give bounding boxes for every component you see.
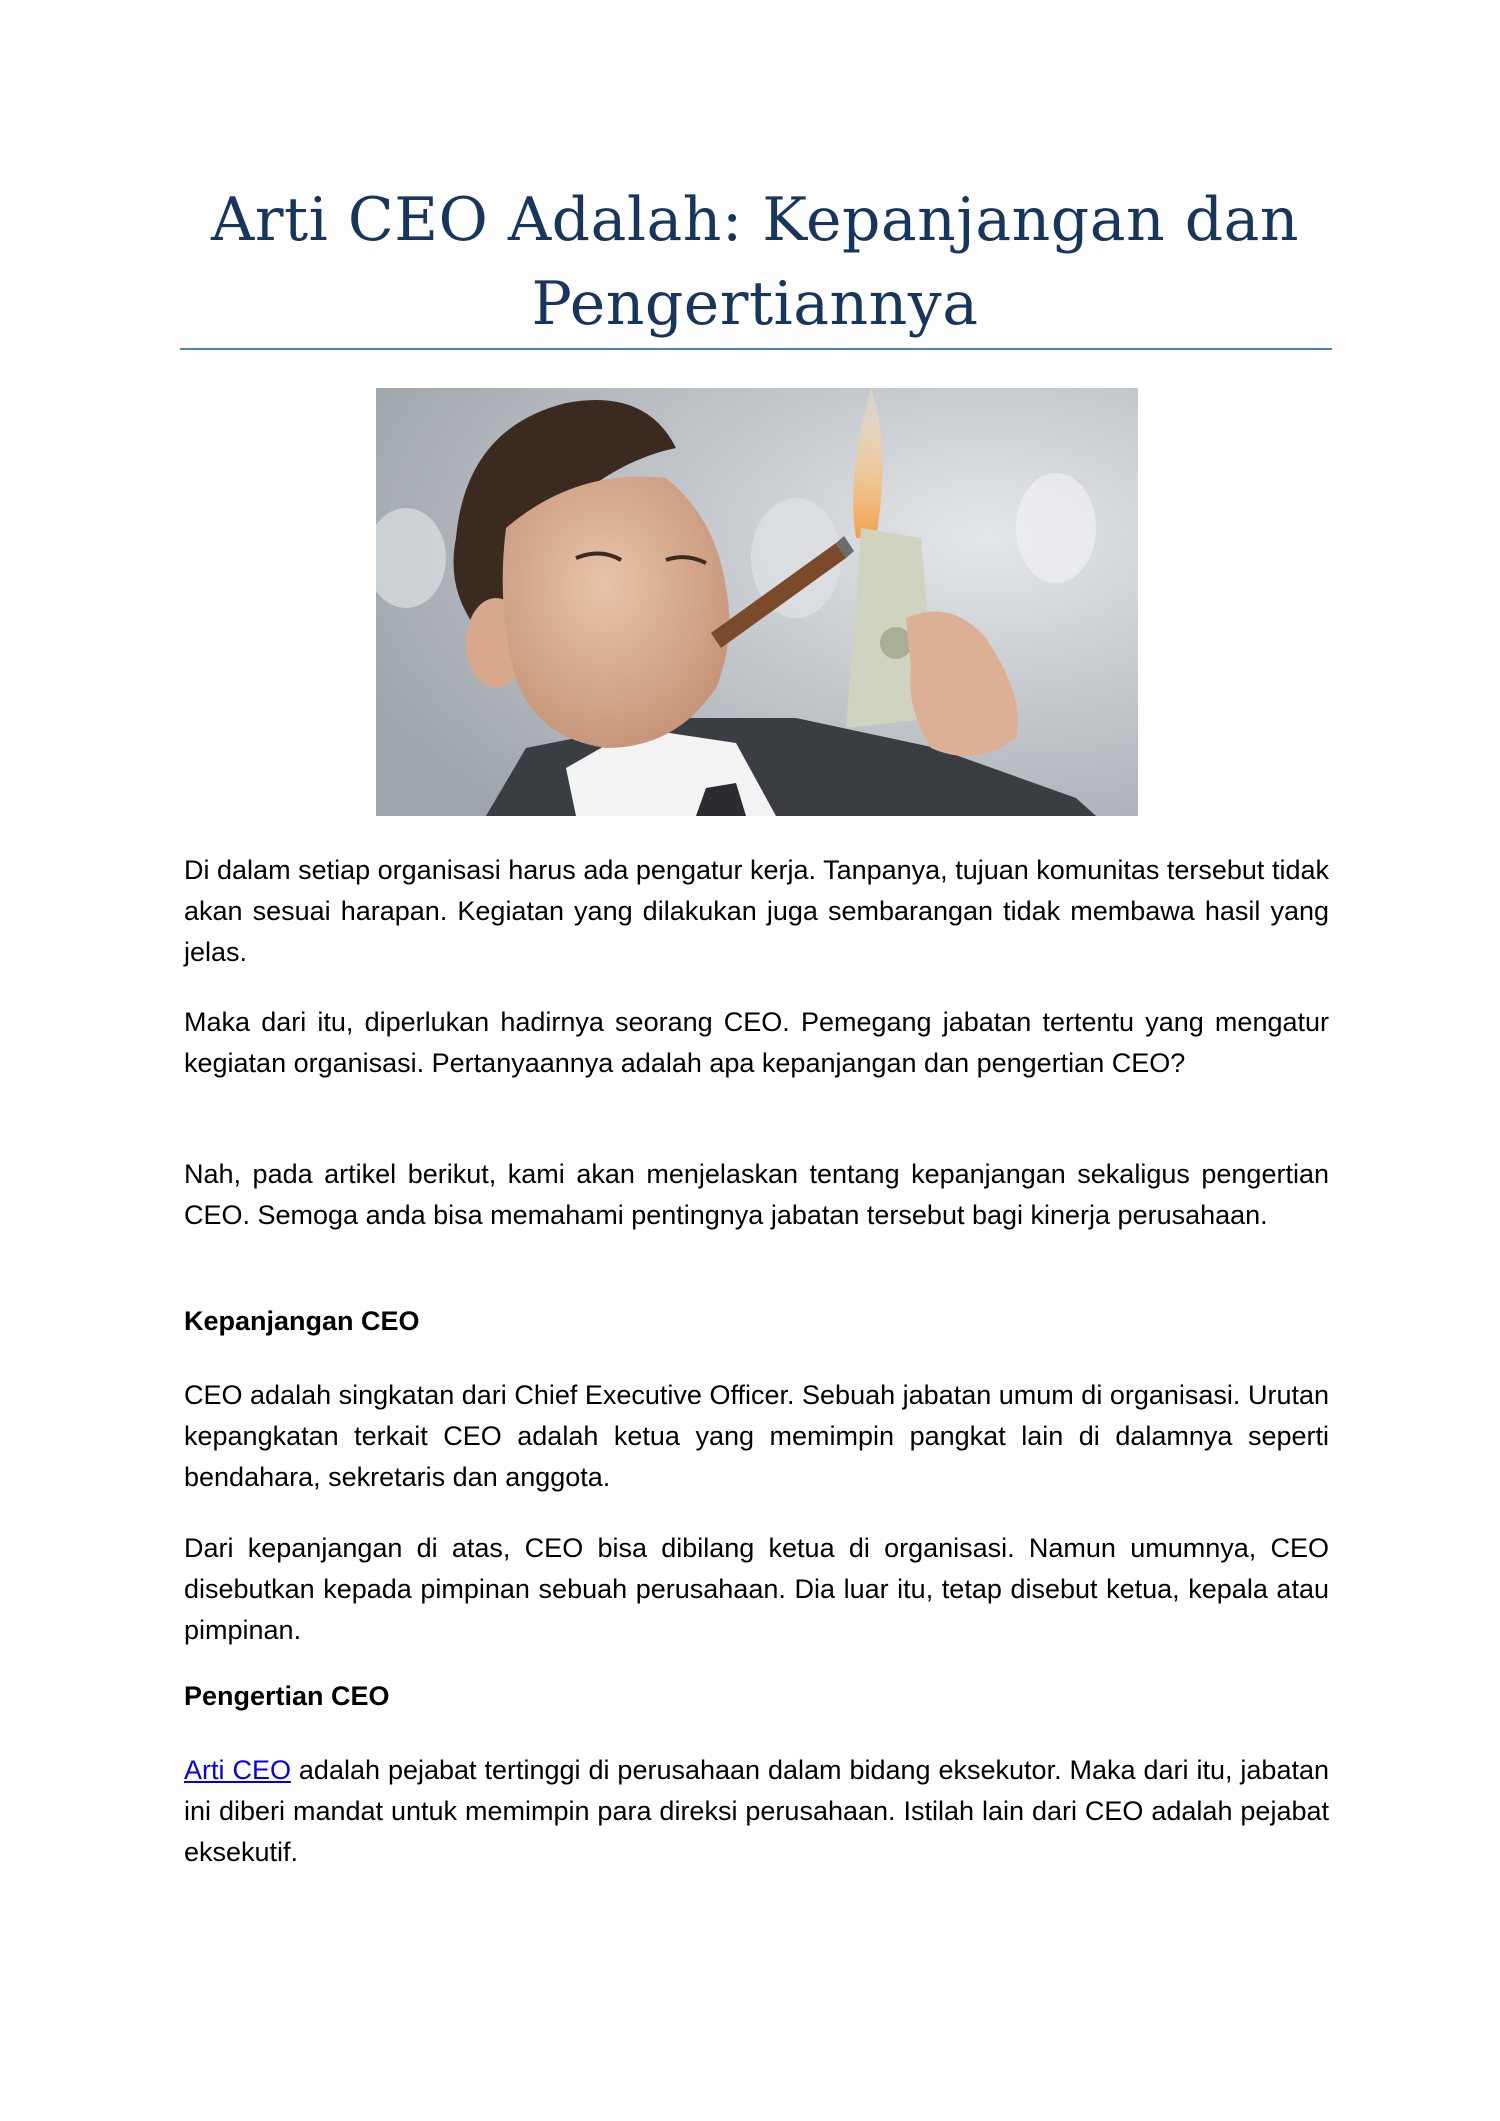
pengertian-paragraph-text: adalah pejabat tertinggi di perusahaan dalam bidang eksekutor. Maka dari itu, jabatan ini diberi mandat untuk memimpin para direksi perusahaan. Istilah lain dari CEO adalah pejabat eksekutif.	[184, 1755, 1330, 1867]
section-heading-kepanjangan: Kepanjangan CEO	[184, 1306, 420, 1336]
pengertian-paragraph	[184, 1750, 1329, 1873]
intro-paragraph-2: Maka dari itu, diperlukan hadirnya seorang CEO. Pemegang jabatan tertentu yang mengatur kegiatan organisasi. Pertanyaannya adalah apa kepanjangan dan pengertian CEO?	[184, 1007, 1329, 1078]
title-divider	[180, 348, 1332, 350]
intro-paragraph-3: Nah, pada artikel berikut, kami akan menjelaskan tentang kepanjangan sekaligus pengertian CEO. Semoga anda bisa memahami pentingnya jabatan tersebut bagi kinerja perusahaan.	[184, 1159, 1329, 1230]
photo-image	[376, 388, 1138, 816]
hero-photo	[376, 388, 1138, 816]
kepanjangan-paragraph-1: CEO adalah singkatan dari Chief Executive Officer. Sebuah jabatan umum di organisasi. Urutan kepangkatan terkait CEO adalah ketua yang memimpin pangkat lain di dalamnya seperti bendahara, sekretaris dan anggota.	[184, 1380, 1329, 1492]
arti-ceo-link[interactable]: Arti CEO	[184, 1755, 291, 1785]
page-title: Arti CEO Adalah: Kepanjangan dan Pengertiannya	[210, 185, 1300, 339]
intro-paragraph-1: Di dalam setiap organisasi harus ada pengatur kerja. Tanpanya, tujuan komunitas tersebut tidak akan sesuai harapan. Kegiatan yang dilakukan juga sembarangan tidak membawa hasil yang jelas.	[184, 855, 1329, 967]
kepanjangan-paragraph-2: Dari kepanjangan di atas, CEO bisa dibilang ketua di organisasi. Namun umumnya, CEO disebutkan kepada pimpinan sebuah perusahaan. Dia luar itu, tetap disebut ketua, kepala atau pimpinan.	[184, 1533, 1329, 1645]
section-heading-pengertian: Pengertian CEO	[184, 1681, 390, 1711]
